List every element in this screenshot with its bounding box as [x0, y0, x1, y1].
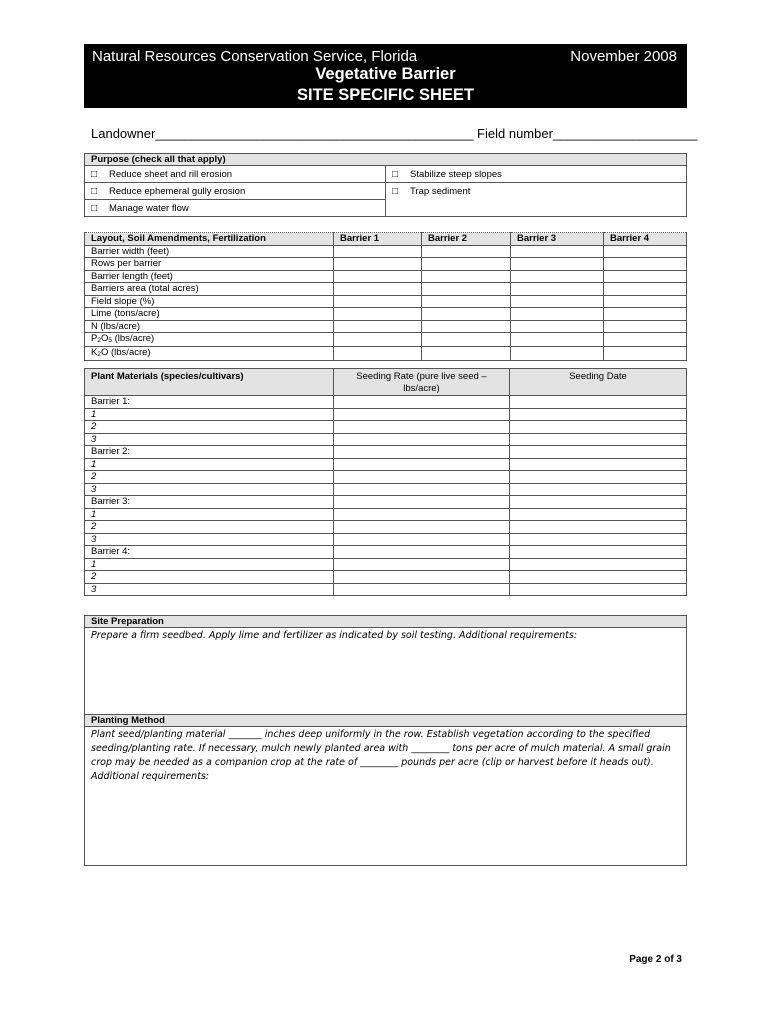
barrier-label: Barrier 4: [85, 546, 334, 559]
input-cell[interactable] [511, 295, 604, 308]
input-cell[interactable] [511, 308, 604, 321]
input-cell[interactable] [334, 521, 510, 534]
landowner-field-line[interactable]: Landowner____________________________________________ Field number____________________ [91, 126, 698, 141]
input-cell[interactable] [334, 471, 510, 484]
column-header: Seeding Rate (pure live seed – lbs/acre) [334, 369, 510, 396]
input-cell[interactable] [334, 458, 510, 471]
input-cell[interactable] [604, 245, 687, 258]
page-number: Page 2 of 3 [629, 954, 682, 965]
input-cell[interactable] [334, 508, 510, 521]
input-cell[interactable] [604, 320, 687, 333]
input-cell[interactable] [510, 508, 687, 521]
input-cell[interactable] [511, 333, 604, 347]
input-cell[interactable] [510, 583, 687, 596]
column-header: Seeding Date [510, 369, 687, 396]
plant-entry-number[interactable]: 1 [85, 508, 334, 521]
column-header: Layout, Soil Amendments, Fertilization [85, 233, 334, 246]
input-cell[interactable] [511, 320, 604, 333]
input-cell[interactable] [510, 446, 687, 459]
input-cell[interactable] [334, 433, 510, 446]
plant-entry-number[interactable]: 2 [85, 471, 334, 484]
planting-method-heading: Planting Method [85, 715, 687, 727]
plant-entry-number[interactable]: 2 [85, 571, 334, 584]
plant-entry-row [85, 483, 687, 496]
document-title: Vegetative Barrier [315, 65, 456, 83]
input-cell[interactable] [422, 320, 511, 333]
input-cell[interactable] [334, 333, 422, 347]
purpose-option[interactable]: □ Reduce ephemeral gully erosion [85, 183, 386, 200]
planting-method-text: Plant seed/planting material _______ inches deep uniformly in the row. Establish vegetation according to the specified seeding/planting rate. If necessary, mulch newly planted area with ________ tons per acre of mulch material. A small grain crop may be needed as a companion crop at the rate of ________ pounds per acre (clip or harvest before it heads out). [91, 729, 671, 768]
input-cell[interactable] [334, 258, 422, 271]
plant-entry-number[interactable]: 2 [85, 421, 334, 434]
purpose-table [84, 153, 687, 217]
plants-header-row [85, 369, 687, 396]
document-subtitle: SITE SPECIFIC SHEET [297, 86, 474, 104]
input-cell[interactable] [604, 258, 687, 271]
checkbox-icon[interactable] [91, 186, 109, 197]
input-cell[interactable] [334, 533, 510, 546]
column-header: Plant Materials (species/cultivars) [85, 369, 334, 396]
plant-materials-table [84, 368, 687, 596]
purpose-option[interactable]: □ Manage water flow [85, 200, 386, 217]
input-cell[interactable] [510, 533, 687, 546]
plant-entry-row [85, 408, 687, 421]
column-header: Barrier 4 [604, 233, 687, 246]
checkbox-icon[interactable] [392, 186, 410, 197]
row-label: Barrier length (feet) [85, 270, 334, 283]
column-header: Barrier 3 [511, 233, 604, 246]
input-cell[interactable] [422, 295, 511, 308]
input-cell[interactable] [334, 308, 422, 321]
plant-entry-row [85, 508, 687, 521]
barrier-group-row [85, 446, 687, 459]
row-label: $P_2O_5$ (lbs/acre) [85, 333, 334, 347]
input-cell[interactable] [510, 471, 687, 484]
layout-table [84, 232, 687, 361]
row-label: N (lbs/acre) [85, 320, 334, 333]
plant-entry-row [85, 458, 687, 471]
barrier-group-row [85, 546, 687, 559]
barrier-label: Barrier 3: [85, 496, 334, 509]
input-cell[interactable] [334, 483, 510, 496]
barrier-label: Barrier 2: [85, 446, 334, 459]
barrier-group-row [85, 396, 687, 409]
planting-additional-label: Additional requirements: [91, 771, 210, 782]
input-cell[interactable] [334, 245, 422, 258]
input-cell[interactable] [334, 583, 510, 596]
input-cell[interactable] [422, 283, 511, 296]
plant-entry-number[interactable]: 3 [85, 433, 334, 446]
input-cell[interactable] [604, 347, 687, 361]
input-cell[interactable] [510, 433, 687, 446]
checkbox-icon[interactable] [392, 169, 410, 180]
input-cell[interactable] [422, 347, 511, 361]
table-row [85, 245, 687, 258]
input-cell[interactable] [334, 571, 510, 584]
row-label: Lime (tons/acre) [85, 308, 334, 321]
plant-entry-row [85, 521, 687, 534]
row-label: Barriers area (total acres) [85, 283, 334, 296]
row-label: $K_2O$ (lbs/acre) [85, 347, 334, 361]
input-cell[interactable] [422, 245, 511, 258]
plant-entry-number[interactable]: 3 [85, 533, 334, 546]
table-row [85, 320, 687, 333]
input-cell[interactable] [334, 496, 510, 509]
plant-entry-number[interactable]: 3 [85, 483, 334, 496]
input-cell[interactable] [510, 546, 687, 559]
input-cell[interactable] [604, 283, 687, 296]
input-cell[interactable] [334, 283, 422, 296]
input-cell[interactable] [510, 408, 687, 421]
plant-entry-number[interactable]: 2 [85, 521, 334, 534]
table-row [85, 347, 687, 361]
checkbox-icon[interactable] [91, 203, 109, 214]
plant-entry-number[interactable]: 1 [85, 558, 334, 571]
barrier-group-row [85, 496, 687, 509]
input-cell[interactable] [510, 396, 687, 409]
site-prep-heading: Site Preparation [85, 616, 687, 628]
table-row [85, 333, 687, 347]
input-cell[interactable] [422, 333, 511, 347]
input-cell[interactable] [511, 258, 604, 271]
site-prep-text: Prepare a firm seedbed. Apply lime and fertilizer as indicated by soil testing. Additional requirements: [91, 630, 578, 641]
input-cell[interactable] [604, 308, 687, 321]
site-prep-textarea[interactable] [85, 628, 687, 715]
header-banner [84, 44, 687, 108]
row-label: Field slope (%) [85, 295, 334, 308]
input-cell[interactable] [510, 558, 687, 571]
column-header: Barrier 2 [422, 233, 511, 246]
plant-entry-row [85, 421, 687, 434]
plant-entry-number[interactable]: 1 [85, 458, 334, 471]
row-label: Rows per barrier [85, 258, 334, 271]
input-cell[interactable] [334, 295, 422, 308]
document-date: November 2008 [570, 48, 677, 65]
site-preparation-table [84, 615, 687, 866]
column-header: Barrier 1 [334, 233, 422, 246]
input-cell[interactable] [510, 571, 687, 584]
row-label: Barrier width (feet) [85, 245, 334, 258]
input-cell[interactable] [422, 258, 511, 271]
input-cell[interactable] [334, 558, 510, 571]
input-cell[interactable] [511, 347, 604, 361]
input-cell[interactable] [511, 270, 604, 283]
table-row [85, 283, 687, 296]
input-cell[interactable] [510, 421, 687, 434]
input-cell[interactable] [422, 308, 511, 321]
checkbox-icon[interactable] [91, 169, 109, 180]
purpose-heading: Purpose (check all that apply) [85, 154, 687, 166]
organization-name: Natural Resources Conservation Service, Florida [92, 48, 418, 65]
input-cell[interactable] [334, 421, 510, 434]
plant-entry-row [85, 558, 687, 571]
input-cell[interactable] [334, 270, 422, 283]
input-cell[interactable] [334, 347, 422, 361]
plant-entry-number[interactable]: 3 [85, 583, 334, 596]
input-cell[interactable] [334, 396, 510, 409]
planting-method-textarea[interactable] [85, 727, 687, 866]
purpose-option[interactable]: □ Stabilize steep slopes [386, 166, 687, 183]
input-cell[interactable] [334, 446, 510, 459]
table-row [85, 308, 687, 321]
table-row [85, 295, 687, 308]
purpose-option[interactable]: □ Reduce sheet and rill erosion [85, 166, 386, 183]
input-cell[interactable] [510, 458, 687, 471]
plant-entry-number[interactable]: 1 [85, 408, 334, 421]
input-cell[interactable] [604, 270, 687, 283]
layout-header-row [85, 233, 687, 246]
input-cell[interactable] [334, 320, 422, 333]
plant-entry-row [85, 533, 687, 546]
input-cell[interactable] [510, 483, 687, 496]
input-cell[interactable] [334, 408, 510, 421]
input-cell[interactable] [604, 333, 687, 347]
input-cell[interactable] [334, 546, 510, 559]
plant-entry-row [85, 571, 687, 584]
plant-entry-row [85, 583, 687, 596]
input-cell[interactable] [422, 270, 511, 283]
table-row [85, 270, 687, 283]
purpose-option[interactable]: □ Trap sediment [386, 183, 687, 217]
barrier-label: Barrier 1: [85, 396, 334, 409]
input-cell[interactable] [511, 283, 604, 296]
input-cell[interactable] [604, 295, 687, 308]
input-cell[interactable] [511, 245, 604, 258]
input-cell[interactable] [510, 521, 687, 534]
table-row [85, 258, 687, 271]
plant-entry-row [85, 433, 687, 446]
input-cell[interactable] [510, 496, 687, 509]
plant-entry-row [85, 471, 687, 484]
